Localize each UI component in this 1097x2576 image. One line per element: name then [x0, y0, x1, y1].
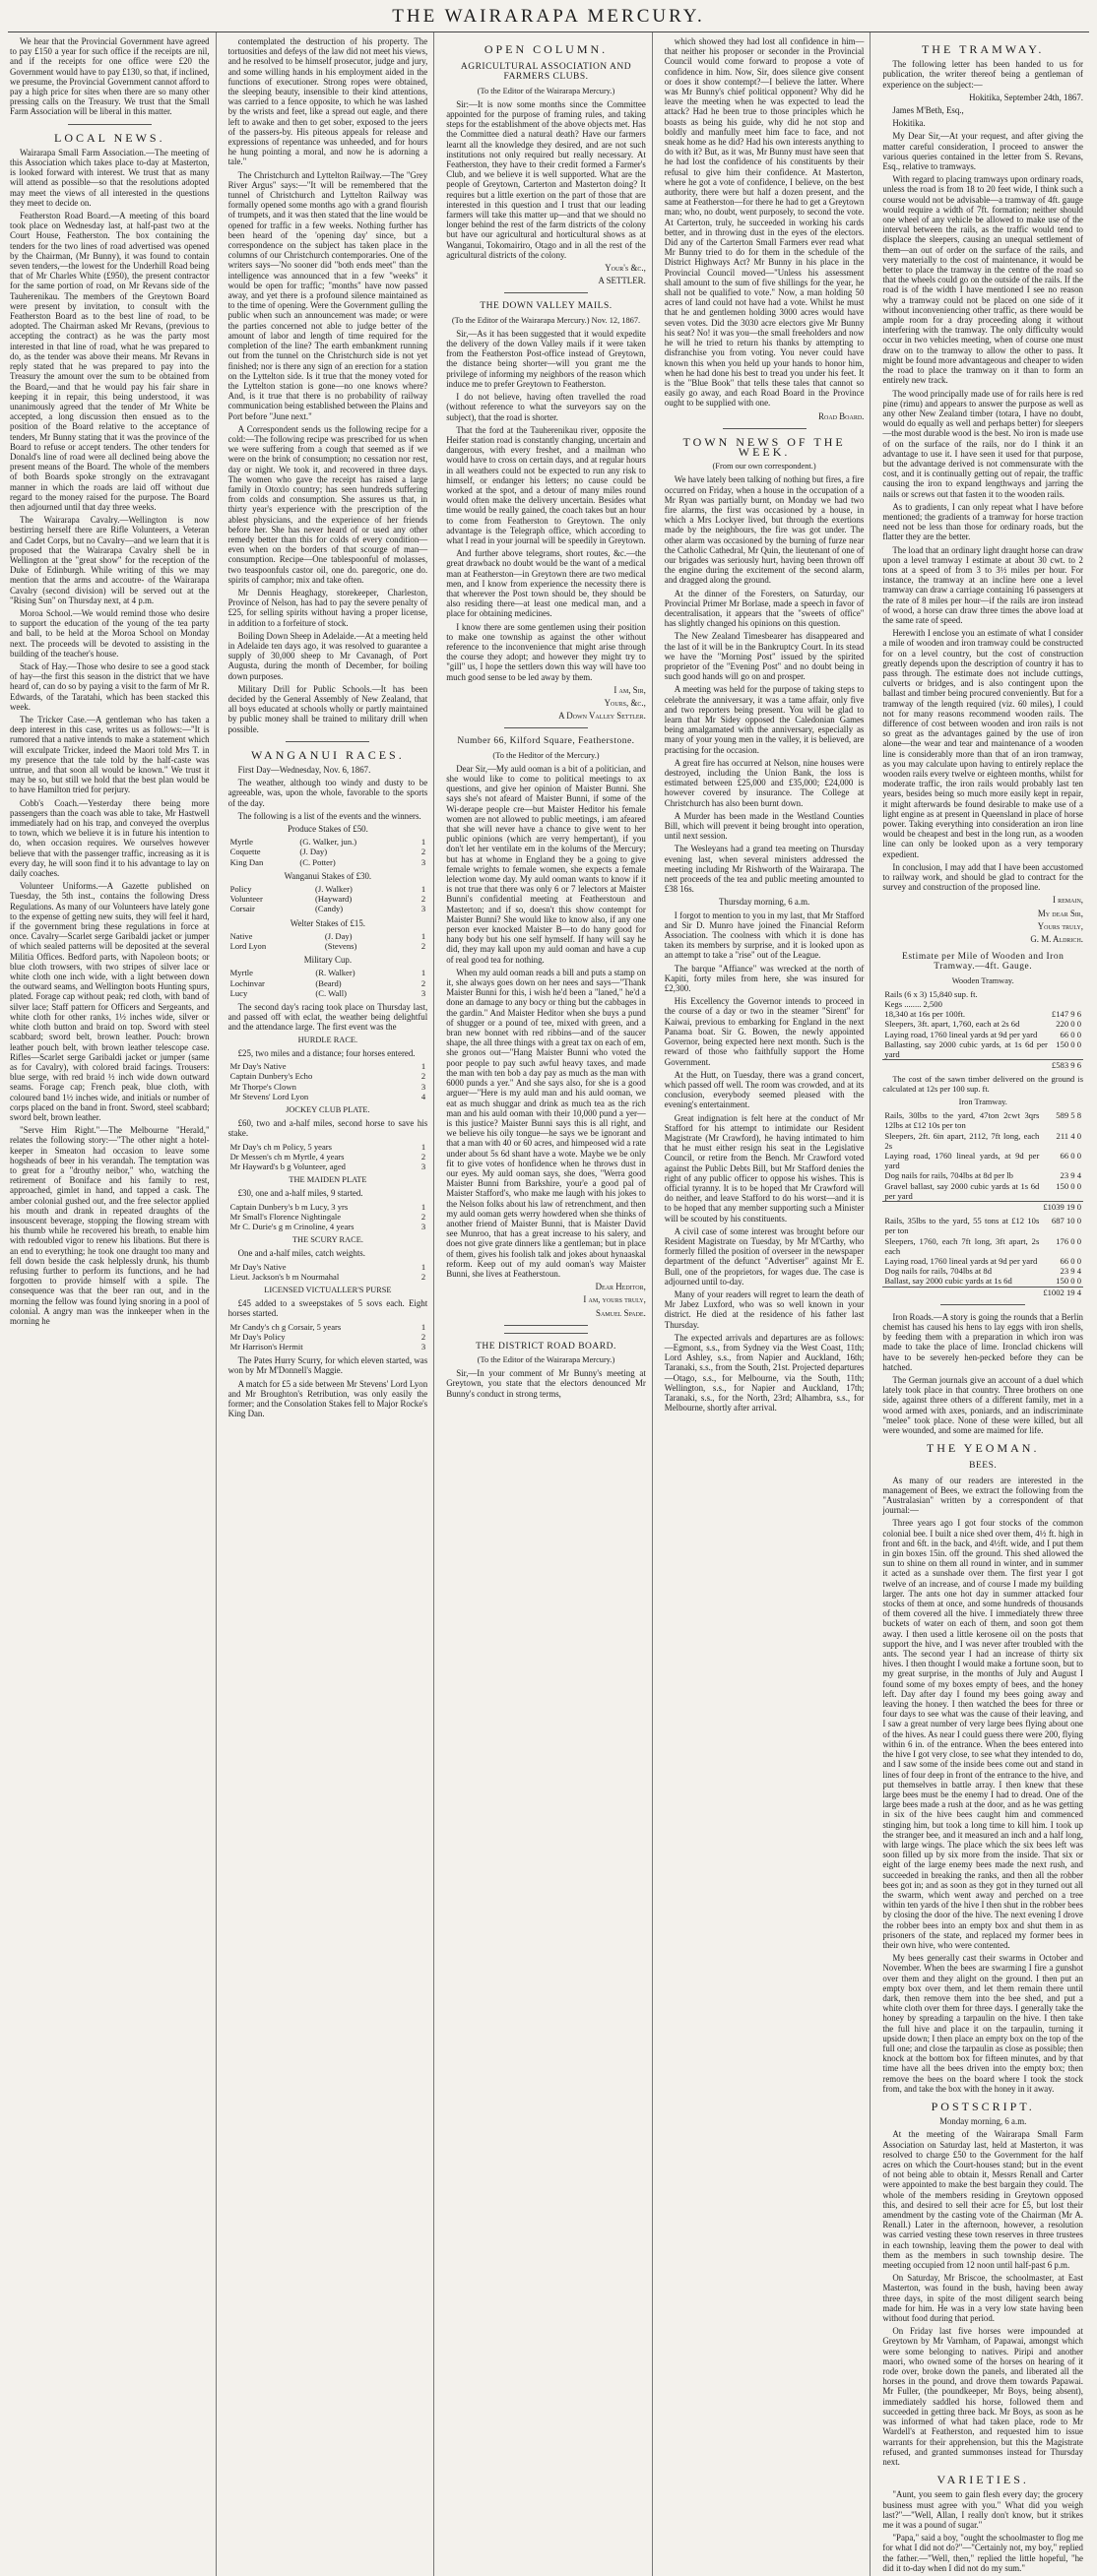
- race-table: [228, 1262, 428, 1282]
- estimate-item: Sleepers, 3ft. apart, 1,760, each at 2s 6d: [884, 1019, 1020, 1030]
- race-cell: 2: [420, 894, 426, 905]
- race-row: [228, 904, 428, 913]
- race-title: THE SCURY RACE.: [291, 1235, 363, 1245]
- tramway-paragraph: In conclusion, I may add that I have been accustomed to railway work, and should be glad to contract for the survey and construction of the proposed line.: [882, 861, 1083, 893]
- wooden-table: [882, 989, 1083, 1071]
- race-row: [228, 988, 428, 998]
- race-row: [228, 1082, 428, 1092]
- tramway-paragraph: The load that an ordinary light draught horse can draw upon a level tramway I estimate at about 30 cwt. to 2 tons at a speed of from 3 to 3½ miles per hour. For instance, the tramway at an incline here one a level tramway can draw a carriage containing 16 passengers at the rate of 8 miles per hour—if the rails are iron instead of wood, a horse can draw three times the above load at the same rate of speed.: [882, 544, 1083, 625]
- race-cell: 1: [420, 1261, 426, 1272]
- article-paragraph: Featherston Road Board.—A meeting of this board took place on Wednesday last, at half-past two at the Court House, Featherston. The box containing the tenders for the two lines of road advertised was opened by the Chairman, (Mr Bunny), it was found to contain seven tenders,—the lowest for the Underhill Road being that of Mr Charles White (£950), the present contractor for the same portion of road, on Mr Revans side of the Tauherenikau. The members of the Greytown Board were present by invitation, to consult with the Featherston Board as to the best line of road, to be adopted. The Chairman asked Mr Revans, (previous to accepting the contract) as he was the party most interested in that line of road, what he was prepared to do, as the tender was above their means. Mr Revans in reply stated that he was prepared to pay into the Treasury the amount over the sum to be obtained from the Board,—and that he would pay his fair share in keeping it in repair, this being understood, it was unanimously agreed that the tender of Mr White be accepted, a long discussion then ensued as to the position of the Board relative to the acceptance of tenders, Mr Bunny stating that it was the province of the Board to refuse or accept tenders. The other tenders for Donald's line of road were all declined being above the present means of the Board. The whole of the members of both Boards spoke strongly on the extravagant manner in which the roads are laid off without due regard to the money raised for the purpose. The Board then adjourned until that day three weeks.: [10, 211, 210, 512]
- race-title: LICENSED VICTUALLER'S PURSE: [264, 1285, 392, 1294]
- race-row: [228, 894, 428, 904]
- estimate-item: Rails (6 x 3) 15,840 sup. ft.: [884, 988, 978, 999]
- race-cell: Mr Day's ch m Policy, 5 years: [229, 1141, 332, 1152]
- race-cell: Myrtle: [229, 837, 253, 848]
- race-cell: Lucy: [229, 987, 248, 998]
- letter-signature: I am, Sir,: [613, 684, 646, 695]
- race-events: [228, 824, 428, 998]
- race-cell: Mr Day's Native: [229, 1061, 287, 1072]
- iron-table: [882, 1110, 1083, 1212]
- race-row: [228, 857, 428, 867]
- race-cell: 3: [420, 856, 426, 867]
- divider: [504, 1333, 588, 1334]
- race-row: [228, 1322, 428, 1332]
- race-cell: 1: [420, 1201, 426, 1212]
- tramway-paragraph: As to gradients, I can only repeat what I have before mentioned; the gradients of a tramway for horse traction need not be less than those for ordinary roads, but the flatter they are the better.: [882, 501, 1083, 542]
- races-closing: A match for £5 a side between Mr Stevens' Lord Lyon and Mr Broughton's Retribution, was only easily the former; and the Consolation Stakes fell to Major Rocke's King Dan.: [227, 1378, 428, 1419]
- letter-note: (To the Editor of the Wairarapa Mercury.) Nov. 12, 1867.: [451, 315, 641, 325]
- races-heading: WANGANUI RACES.: [251, 747, 405, 762]
- thursday-paragraph: Many of your readers will regret to learn the death of Mr Jabez Luxford, who was so well known in your district. He died at the residence of his father last Thursday.: [664, 1288, 865, 1330]
- divider: [68, 124, 152, 125]
- estimate-row: [882, 1170, 1083, 1180]
- tramway-heading: THE TRAMWAY.: [921, 42, 1045, 56]
- race-cell: (G. Walker, jun.): [299, 837, 357, 848]
- divider: [723, 428, 807, 429]
- iron-alt-table: [882, 1216, 1083, 1297]
- race-row: [228, 1142, 428, 1152]
- tramway-sign: My dear Sir,: [1037, 908, 1083, 918]
- yeoman-heading: THE YEOMAN.: [926, 1441, 1040, 1456]
- estimate-total: £1002 19 4: [1043, 1287, 1081, 1297]
- town-news-paragraph: A great fire has occurred at Nelson, nine houses were destroyed, including the Union Bank, the loss is estimated between £25,000 and £35,000; £24,000 is however covered by insurance. The College at Christchurch has also been burnt down.: [664, 757, 865, 808]
- race-cell: 1: [420, 1141, 426, 1152]
- local-news-heading: LOCAL NEWS.: [54, 130, 165, 145]
- race-desc: £25, two miles and a distance; four horses entered.: [237, 1047, 416, 1058]
- article-paragraph: The Tricker Case.—A gentleman who has taken a deep interest in this case, writes us as follows:—"It is rumored that a native intends to make a statement which will exculpate Tricker, indeed the Maori told Mrs T. in my presence that the tale told by the half-caste was untrue, and that soon all would be known." We trust it may be so, but still we hold that the best plan would be to have Hamilton tried for perjury.: [10, 715, 210, 795]
- race-cell: (Stevens): [324, 941, 357, 952]
- tramway-sign: Yours truly,: [1037, 920, 1083, 931]
- race-cell: (C. Potter): [299, 856, 336, 867]
- bees-paragraph: My bees generally cast their swarms in October and November. When the bees are swarming I fire a gunshot over them and they alight on the ground. I then put an empty box over them, and let them remain there until dark, then remove them into the bee shed, and put a white cloth over them for three days. I generally take the honey by spreading a tarpaulin on the hive. I then take the full hive and place it on the tarpaulin, turning it upside down; I then place an empty box on the top of the full one; and close the tarpaulin as close as possible; then knock at the bottom box for fifteen minutes, and by that time have all the bees driven into the empty box; then remove the bees on the board where I took the stock from, and take the box with the honey in it away.: [882, 1953, 1083, 2094]
- article-paragraph: Volunteer Uniforms.—A Gazette published on Tuesday, the 5th inst., contains the following Dress Regulations. As many of our Volunteers have lately gone to the expense of getting new suits, they will feel it hard, if the government bring these regulations in force at once. Cavalry—Scarlet serge Garibaldi jacket or jumper of which sealed patterns will be deposited at the several Militia Offices. Bedford parts, with Napoleon boots; or blue cloth trowsers, with two stripes of silver lace or white cloth one inch wide, with a light between down the outward seams, and Wellington boots Hunting spurs, plated. Forage cap without peak; red cloth, with band of silver lace; Staff pattern for Officers and Sergeants, and white cloth for other ranks, 1½ inches wide, silver or white cloth button and braid on top. Sword with steel scabbard; sword belt, brown leather. Pouch: brown leather pouch belt, with brown leather telescope case. Rifles—Scarlet serge Garibaldi jacket or jumper (same as for Cavalry), with colored braid facings. Trousers: blue serge, with red braid ½ inch wide down outward seams. Forage cap; French peak, blue cloth, with coloured band 1½ inches wide, and initials or number of corps placed on the band in front. Sword, steel scabbard; sword belt, brown leather.: [10, 881, 210, 1122]
- town-news-note: (From our own correspondent.): [712, 462, 816, 471]
- article-paragraph: Cobb's Coach.—Yesterday there being more passengers than the coach was able to take, Mr Hastwell immediately had on his trap, and conveyed the overplus to town, which we believe it is in future his intention to do, when occasion requires. We ourselves however believe that with the passenger traffic, increasing as it is every day, he will soon find it to his advantage to lay on daily coaches.: [10, 797, 210, 879]
- race-cell: 1: [420, 1321, 426, 1332]
- race-cell: Mr Candy's ch g Corsair, 5 years: [229, 1321, 342, 1332]
- race-cell: 3: [420, 1341, 426, 1351]
- estimate-item: Kegs ........ 2,500: [884, 999, 942, 1010]
- letter-signature: Samuel Spade.: [596, 1307, 646, 1318]
- town-news-paragraph: The New Zealand Timesbearer has disappeared and the last of it will be in the Bankruptcy Court. In its stead we have the "Morning Post" issued by the spirited proprietor of the "Evening Post" and no doubt being in such good hands will go on and prosper.: [664, 631, 865, 682]
- thursday-paragraph: Great indignation is felt here at the conduct of Mr Stafford for his attempt to intimidate our Resident Magistrate (Mr Crawford), he having intimated to him that he must either resign his seat in the Legislative Council, or retire from the Bench. Mr Crawford voted against the Public Debts Bill, but Mr Stafford denies the right of any public officer to oppose his wishes. This is official tyranny. It is to be hoped that Mr Crawford will do neither, and leave Stafford to do his worst—and it is to be hoped that any member supporting such a Minister will be scouted by his constituents.: [664, 1112, 865, 1224]
- estimate-row: [882, 1236, 1083, 1256]
- race-cell: 1: [420, 884, 426, 895]
- race-table: [228, 1061, 428, 1101]
- letters: [446, 62, 646, 1326]
- town-news-paragraph: We have lately been talking of nothing but fires, a fire occurred on Friday, when a house in the occupation of a Mr Ryan was partially burnt, on Monday we had two fire alarms, the first was occasioned by a house, in which a Mrs Lockyer lived, but through the exertions made by the neighbours, the fire was got under. The other alarm was occasioned by the burning of furze near the Catholic Cathedral, Mr Quin, the lieutenant of one of our brigades was seriously hurt, having been thrown off the engine during the excitement of the second alarm, and dragged along the ground.: [664, 474, 865, 586]
- thursday-heading: Thursday morning, 6 a.m.: [719, 897, 810, 908]
- estimate-amount: [1050, 989, 1083, 999]
- letter-signature: A SETTLER.: [598, 276, 646, 286]
- thursday-paragraph: A civil case of some interest was brought before our Resident Magistrate on Tuesday, by Mr M'Carthy, who formerly filled the position of overseer in the newspaper department of the defunct "Advertiser" against Mr E. Bull, one of the proprietors, for wages due. The case is adjourned until to-day.: [664, 1225, 865, 1287]
- race-row: [228, 1202, 428, 1212]
- tramway-paragraphs: [882, 131, 1083, 892]
- estimate-amount: 150 0 0: [1056, 1038, 1081, 1049]
- estimate-item: Ballasting, say 2000 cubic yards, at 1s 6d per yard: [884, 1038, 1048, 1060]
- column-3: [444, 32, 653, 2576]
- race-cell: Dr Messen's ch m Myrtle, 4 years: [229, 1151, 345, 1162]
- letter-paragraph: I know there are some gentlemen using their position to make one township as against the other without reference to the inconvenience that might arise through the course they adopt; and however they might try to "gill" us, I hope the settlers down this way will have too much good sense to be led away by them.: [446, 621, 646, 682]
- estimate-row: [882, 1276, 1083, 1287]
- race-row: [228, 1212, 428, 1222]
- second-day-text: The second day's racing took place on Thursday last, and passed off with eclat, the weather being delightful and the attendance large. The first event was the: [227, 1002, 428, 1033]
- letter-title: THE DOWN VALLEY MAILS.: [480, 301, 613, 312]
- article-paragraph: "Serve Him Right."—The Melbourne "Herald," relates the following story:—"The other night a hotel-keeper in Smeaton had occasion to leave some hogsheads of beer in his verandah. The temptation was to great for a "drouthy neibor," who, watching the retirement of Boniface and his family to rest, approached, gimlet in hand, and tapped a cask. The amber colonial gushed out, and the free selector applied his mouth and drank in repeated draughts of the insouscent beverage, stopping the flowing stream with his thumb while he recovered his breath, to enable him with redoubled vigor to renew his libations. But there is an end to everything; he took one draught too many and fell down beside the cask helplessly drunk, his thumb refusing further to perform its functions, and he had forgotten to provide himself with a spile. The consequence was that the beer ran out, and in the morning the fellow was found lying snoring in a pool of colonial. A angry man was the innkeeper when in the morning he: [10, 1125, 210, 1326]
- estimate-total-label: [882, 1060, 1050, 1071]
- estimate-amount: 687 10 0: [1051, 1216, 1081, 1226]
- tramway-sign: G. M. Aldrich.: [1030, 934, 1083, 945]
- postscript-heading: POSTSCRIPT.: [931, 2100, 1035, 2113]
- open-column-heading: OPEN COLUMN.: [484, 42, 609, 56]
- bees-paragraph: As many of our readers are interested in the management of Bees, we extract the following from the "Australasian" written by a correspondent of that journal:—: [882, 1475, 1083, 1516]
- column-4: [663, 32, 871, 2576]
- race-desc: £60, two and a-half miles, second horse to save his stake.: [227, 1118, 428, 1139]
- article-paragraph: Moroa School.—We would remind those who desire to support the education of the young of the tea party and ball, to be held at the Moroa School on Monday next. The proceeds will be devoted to assisting in the building of the teacher's house.: [10, 607, 210, 659]
- races-closing: The Pates Hurry Scurry, for which eleven started, was won by Mr M'Donnell's Maggie.: [227, 1355, 428, 1376]
- race-cell: 1: [420, 837, 426, 848]
- varieties-heading: VARIETIES.: [936, 2473, 1029, 2487]
- estimate-item: Laying road, 1760 lineal yards, at 9d per yard: [884, 1150, 1040, 1171]
- race-event-title: Wanganui Stakes of £30.: [284, 870, 372, 881]
- race-cell: (J. Day): [324, 930, 353, 941]
- race-row: [228, 1332, 428, 1342]
- race-cell: Lieut. Jackson's b m Nourmahal: [229, 1271, 340, 1282]
- race-cell: 3: [420, 1081, 426, 1092]
- town-news-paragraph: The Wesleyans had a grand tea meeting on Thursday evening last, when several ministers addressed the meeting including Mr Rishworth of the Wairarapa. The nett proceeds of the tea and public meeting amounted to £38 16s.: [664, 844, 865, 895]
- estimate-title: Estimate per Mile of Wooden and Iron Tramway.—4ft. Gauge.: [902, 952, 1065, 973]
- race-title: JOCKEY CLUB PLATE.: [286, 1104, 370, 1114]
- article-paragraph: Military Drill for Public Schools.—It has been decided by the General Assembly of New Zealand, that all boys educated at schools wholly or partly maintained by public money shall be trained to military drill when possible.: [227, 683, 428, 734]
- thursday-paragraph: The expected arrivals and departures are as follows:—Egmont, s.s., from Sydney via the West Coast, 11th; Lord Ashley, s.s., from Napier and Auckland, 16th; Taranaki, s.s., from the South, 21st. Projected departures—Otago, s.s., for Melbourne, via the South, 11th; Wellington, s.s., for Napier and Auckland, 17th; Taranaki, s.s., for the North, 23rd; Alhambra, s.s., for Melbourne, shortly after arrival.: [664, 1332, 865, 1414]
- letter-signature: I am, yours truly,: [583, 1294, 646, 1305]
- estimate-amount: 23 9 4: [1060, 1266, 1081, 1277]
- estimate-amount: 589 5 8: [1056, 1110, 1081, 1121]
- estimate-row: [882, 1181, 1083, 1202]
- letter-paragraph: Sir,—As it has been suggested that it would expedite the delivery of the down Valley mails if it were taken from the Featherston Post-office instead of Greytown, the distance being shorter—will you grant me the privilege of informing my neighbors of the reason which induce me to prefer Greytown to Featherston.: [446, 328, 646, 389]
- race-cell: (R. Walker): [315, 968, 355, 978]
- estimate-row: [882, 1216, 1083, 1235]
- race-cell: Myrtle: [229, 968, 253, 978]
- race-cell: Mr Stevens' Lord Lyon: [229, 1091, 309, 1101]
- road-board-paragraph: Sir,—In your comment of Mr Bunny's meeting at Greytown, you state that the electors denounced Mr Bunny's conduct in strong terms,: [446, 1368, 646, 1399]
- estimate-row: [882, 989, 1083, 999]
- article-paragraph: Boiling Down Sheep in Adelaide.—At a meeting held in Adelaide ten days ago, it was resolved to guarantee a supply of 30,000 sheep to Mr Cavanagh, of Port Augusta, during the month of December, for boiling down purposes.: [227, 630, 428, 681]
- postscript-time: Monday morning, 6 a.m.: [939, 2116, 1027, 2127]
- divider: [504, 727, 588, 728]
- race-results: [228, 1036, 428, 1351]
- columns: [8, 32, 1089, 2573]
- estimate-tables: [882, 976, 1083, 1297]
- estimate-row: [882, 1256, 1083, 1266]
- estimate-total-row: [882, 1201, 1083, 1212]
- estimate-amount: 66 0 0: [1060, 1255, 1081, 1266]
- race-cell: 4: [420, 1091, 426, 1101]
- letter-paragraph: I do not believe, having often travelled the road (without reference to what the surveyors say on the subject), that the road is shorter.: [446, 392, 646, 422]
- race-cell: King Dan: [229, 856, 264, 867]
- race-cell: Mr Day's Native: [229, 1261, 287, 1272]
- tramway-addressee: James M'Beth, Esq.,: [892, 105, 964, 116]
- estimate-amount: 66 0 0: [1060, 1150, 1081, 1161]
- race-row: [228, 1342, 428, 1351]
- race-title: THE MAIDEN PLATE: [289, 1175, 367, 1185]
- estimate-row: [882, 999, 1083, 1009]
- race-desc: £30, one and a-half miles, 9 started.: [237, 1188, 363, 1199]
- race-row: [228, 884, 428, 894]
- race-cell: Mr C. Durie's g m Crinoline, 4 years: [229, 1221, 355, 1231]
- duel-paragraph: The German journals give an account of a duel which lately took place in that country. Three brothers on one side, against three others of a different family, met in a wood armed with axes, poniards, and an indiscriminate "melee" took place. None of these were killed, but all were wounded, and some are maimed for life.: [882, 1374, 1083, 1435]
- estimate-item: Laying road, 1760 lineal yards at 9d per yard: [884, 1029, 1038, 1039]
- tramway-town: Hokitika.: [892, 118, 926, 129]
- estimate-item: Ballast, say 2000 cubic yards at 1s 6d: [884, 1276, 1012, 1287]
- race-cell: Mr Thorpe's Clown: [229, 1081, 296, 1092]
- race-desc: One and a-half miles, catch weights.: [237, 1248, 365, 1259]
- article-paragraph: The Wairarapa Cavalry.—Wellington is now bestirring herself there are Rifle Volunteers, a Veteran and Cadet Corps, but no Cavalry—and we learn that it is proposed that the Wairarapa Cavalry shell be in Wellington at the "great show" for the reception of the Duke of Edinburgh. While writing of this we may mention that the arms and accoutre- of the Wairarapa Cavalry (second division) will be served out at the "Rising Sun" on Thursday next, at 4 p.m.: [10, 515, 210, 605]
- race-cell: Native: [229, 930, 253, 941]
- races-intro: The weather, although too windy and dusty to be agreeable, was, upon the whole, favorable to the sports of the day.: [227, 778, 428, 808]
- race-cell: 1: [420, 968, 426, 978]
- race-cell: Mr Small's Florence Nightingale: [229, 1211, 342, 1222]
- race-event-table: [228, 968, 428, 998]
- race-cell: Captain Dunbery's Echo: [229, 1071, 313, 1082]
- estimate-row: [882, 1030, 1083, 1039]
- article-paragraph: Mr Dennis Heaghagy, storekeeper, Charleston, Province of Nelson, has had to pay the severe penalty of £25, for selling spirits without having a proper license, in addition to a forfeiture of stock.: [227, 587, 428, 628]
- estimate-item: Dog nails for rails, 704lbs at 8d per lb: [884, 1170, 1013, 1181]
- race-row: [228, 968, 428, 977]
- race-cell: 1: [420, 1061, 426, 1072]
- estimate-row: [882, 1151, 1083, 1170]
- race-cell: (Beard): [315, 977, 342, 988]
- estimate-amount: 23 9 4: [1060, 1170, 1081, 1181]
- estimate-amount: 66 0 0: [1060, 1029, 1081, 1039]
- varieties-paragraph: "Aunt, you seem to gain flesh every day; the grocery business must agree with you." What did you weigh last?"—"Well, Allan, I really don't know, but it strikes me it was a pound of sugar.": [882, 2489, 1083, 2530]
- postscript-paragraph: On Saturday, Mr Briscoe, the schoolmaster, at East Masterton, was found in the bush, having been away three days, in spite of the most diligent search being made for him. He was in a very low state having been without food during that period.: [882, 2273, 1083, 2324]
- race-table: [228, 1322, 428, 1352]
- article-paragraph: A Correspondent sends us the following recipe for a cold:—The following recipe was prescribed for us when we were suffering from a cough that seemed as if we were on the brink of consumption; no cessation nor rest, day or night. We took it, and recovered in three days. The women who gave the receipt has raised a large family in Otoxlo country; has seen hundreds suffering from colds and consumption. She assures us that, in thirty year's experience with the prescription of the ablest physicians, and the experience of her friends before her. She has never heard of or used any other remedy better than this for colds of every condition—even when on the borders of that scourge of man—consumption. Recipe—One tablespoonful of molasses, two teaspoonfuls castor oil, one do. paregoric, one do. spirits of camphor; mix and take often.: [227, 423, 428, 585]
- article-paragraph: The Christchurch and Lyttelton Railway.—The "Grey River Argus" says:—"It will be remembered that the tunnel of Christchurch and Lyttelton Railway was formally opened some months ago with a grand flourish of trumpets, and it was then stated that the line would be opened for traffic in a few weeks. Nothing further has been heard of the 'opening day' since, but a correspondence on the subject has taken place in the columns of our Christchurch contemporaries. One of the writers says—'No sooner did "both ends meet" than the intelligence was announced that in a few "weeks" it would be open for traffic; "months" have now passed away, and yet there is a profound silence maintained as to the time of opening. Were the Government gulling the public when such an announcement was made; or were the parties concerned not able to judge better of the amount of labor and length of time required for the completion of the line? The earth embankment running out from the tunnel on the Christchurch side is not yet finished; nor is there any sign of an erection for a station on the Lyttelton side. Is it true that the money voted for the Lyttelton station is gone—no one knows where? And, is it true that there is no probability of railway communication being established between the Plains and Port before "June next.": [227, 169, 428, 421]
- race-cell: Lord Lyon: [229, 941, 267, 952]
- divider: [940, 1304, 1025, 1305]
- divider: [504, 1325, 588, 1326]
- race-cell: (C. Wall): [315, 987, 347, 998]
- thursday-paragraph: At the Hutt, on Tuesday, there was a grand concert, which passed off well. The room was crowded, and at its conclusion, everybody seemed pleased with the evening's entertainment.: [664, 1069, 865, 1110]
- town-news-paragraph: At the dinner of the Foresters, on Saturday, our Provincial Primer Mr Borlase, made a speech in favor of decentralisation, it appears that the "sweets of office" has slightly changed his opinions on this question.: [664, 588, 865, 629]
- estimate-item: 18,340 at 16s per 100ft.: [884, 1009, 966, 1020]
- race-cell: 2: [420, 847, 426, 857]
- estimate-row: [882, 1110, 1083, 1130]
- race-row: [228, 1222, 428, 1231]
- letter-paragraph: And further above telegrams, short routes, &c.—the great drawback no doubt would be the want of a medical man at Featherston—in Greytown there are two medical men, and I know from experience the necessity there is that wherever the Post town should be, they should be also residing there—at least one medical man, and a place for obtaining medicines.: [446, 548, 646, 619]
- estimate-amount: 176 0 0: [1056, 1235, 1081, 1246]
- estimate-total: £1039 19 0: [1043, 1201, 1081, 1212]
- estimate-amount: [1050, 999, 1083, 1009]
- race-cell: 2: [420, 1151, 426, 1162]
- letter-title: AGRICULTURAL ASSOCIATION AND FARMERS CLUBS.: [460, 62, 632, 83]
- race-cell: (J. Day): [299, 847, 328, 857]
- bees-paragraph: Three years ago I got four stocks of the common colonial bee. I built a nice shed over them, 4½ ft. high in front and 6ft. in the back, and 4½ft. wide, and I put them in gin boxes 15in. off the ground. This shed allowed the sun to shine on them all round in winter, and in summer it acted as a sunshade over them. The first year I got twelve of an increase, and of course I made my building larger. The ants one hot day in summer attacked four stocks of them at once, and some hundreds of thousands of them covered all the hive. I immediately threw three buckets of water on each of them, and soon got them away. I then used a little kerosene oil on the posts that support the hive, and I was never after troubled with the ants. The second year I had an increase of thirty six hives. I then thought I would make a fortune soon, but to my great surprise, in the months of July and August I found some of my boxes empty of bees, and the honey left. Day after day I found my bees going away and leaving the honey. I then watched the bees for three or four days to see what was the cause of their leaving, and I saw a great number of very large bees flying about one of the hives. As near I could guess there were 200, flying within 6 in. of the entrance. When the bees entered into the hive I got very close, to see what they intended to do, and I saw some of the inside bees come out and stand in lines of four deep in front of the entrance to the hive, and put themselves in battle array. I then knew that these large bees must be the enemy I had to dread. One of the large bees made a rush at the door, and as he was getting in six of the hive bees caught him and commenced stinging him, but took a long time to kill him. I took up the stranger bee, and it measured an inch and a half long, with large wings. The place which the six bees left was soon filled up by six more from the inside. That six or eight of the large enemy bees made the next rush, and succeeded in breaking the ranks, and then all the robber bees got in; and as soon as they got in they turned out all the swarm, which went away and perched on a tree within ten yards of the hive I then shut in the robber bees by closing the door of the hive. The next evening I drove the robber bees into an empty box and shut them in as prisoners of the state, and replaced my former bees in their own hive, who were contented.: [882, 1518, 1083, 1950]
- estimate-total: £583 9 6: [1051, 1060, 1081, 1071]
- town-news-heading: TOWN NEWS OF THE WEEK.: [682, 434, 846, 459]
- estimate-item: Gravel ballast, say 2000 cubic yards at 1s 6d per yard: [884, 1180, 1040, 1201]
- tramway-paragraph: The wood principally made use of for rails here is red pine (rimu) and appears to answer the purpose as well as any other New Zealand timber (totara, I have no doubt, would do equally as well and perhaps better) for sleepers—the most durable wood is the best. No iron is made use of on the surface of the rails, nor do I think it an advantage to use it. I have seen it used for that purpose, but the advantage derived is not commensurate with the cost, and it is continually getting out of repair, the traffic causing the iron to expand lengthways and jarring the nails or screws out that fasten it to the wooden rails.: [882, 388, 1083, 499]
- tramway-intro: The following letter has been handed to us for publication, the writer thereof being a gentleman of experience on the subject:—: [882, 59, 1083, 90]
- race-cell: Coquette: [229, 847, 261, 857]
- thursday-paragraph: The barque "Affiance" was wrecked at the north of Kapiti, forty miles from here, she was insured for £2,300.: [664, 963, 865, 994]
- postscript-paragraph: At the meeting of the Wairarapa Small Farm Association on Saturday last, held at Masterton, it was resolved to charge £50 to the Government for the half acres on which the Court-houses stand; but in the event of not being able to obtain it, Messrs Renall and Carter were appointed to make the best bargain they could. The whole of the members residing in Greytown opposed this, and desired to sell their acre for £5, but lost their amendment by the casting vote of the Chairman (Mr A. Renall.) Later in the afternoon, however, a resolution was carried vesting these town reserves in three trustees in each township, leaving them the power to deal with them as the members in such township desire. The meeting occupied from 12 noon until half-past 6 p.m.: [882, 2129, 1083, 2271]
- race-row: [228, 837, 428, 847]
- race-cell: Policy: [229, 884, 252, 895]
- race-title: HURDLE RACE.: [297, 1035, 358, 1044]
- estimate-row: [882, 1131, 1083, 1151]
- races-intro: The following is a list of the events and the winners.: [237, 810, 421, 821]
- race-cell: Captain Dunbery's b m Lucy, 3 yrs: [229, 1201, 349, 1212]
- race-row: [228, 847, 428, 856]
- race-table: [228, 1142, 428, 1172]
- town-news-paragraph: A Murder has been made in the Westland Counties Bill, which will prevent it being brought into operation, until next session.: [664, 810, 865, 842]
- thursday-paragraph: His Excellency the Governor intends to proceed in the course of a day or two in the steamer "Sirent" for Kaiwai, previous to embarking for England in the next Panama boat. Sir G. Bowen, the newly appointed Governor, being expected here next month. Such is the reward of those who faithfully support the Home Government.: [664, 996, 865, 1067]
- race-cell: 2: [420, 1271, 426, 1282]
- article-paragraph: Wairarapa Small Farm Association.—The meeting of this Association which takes place to-day at Masterton, is looked forward with interest. We trust that as many will attend as possible—so that the resolutions adopted may meet the views of all interested in the questions they meet to decide on.: [10, 147, 210, 208]
- estimate-total-row: [882, 1060, 1083, 1071]
- estimate-item: Dog nails for rails, 704lbs at 8d: [884, 1266, 992, 1277]
- race-cell: 1: [420, 930, 426, 941]
- race-cell: Lochinvar: [229, 977, 265, 988]
- divider: [286, 741, 369, 742]
- tramway-paragraph: Herewith I enclose you an estimate of what I consider a mile of wooden and iron tramway could be constructed for on a level country, but the cost of construction greatly depends upon the description of country it has to pass through. The estimate does not include cuttings, culverts or bridges, and is also contingent upon the ballast and timber being procured conveniently. But for a tramway of the length required (viz. 60 miles), I could not for many reasons recommend wooden rails. The difference of cost between wooden and iron rails is not so great as the advantages gained by the use of iron alone—the wear and tear and maintenance of a wooden line is considerably more than that of an iron tramway, as you may calculate upon having to entirely replace the wooden rails every twelve or eighteen months, whilst for moderate traffic, the iron rails would probably last ten years, besides being so much more easily kept in repair, it might afterwards be found desirable to make use of a light engine as at present in Queensland in place of horse power. Taking everything into consideration an iron line would be cheapest and best in the long run, as a wooden line can only be looked upon as a very temporary expedient.: [882, 628, 1083, 859]
- letter-signature: Your's &c.,: [605, 263, 646, 274]
- iron-roads-paragraph: Iron Roads.—A story is going the rounds that a Berlin chemist has caused his hens to lay eggs with iron shells, by feeding them with a preparation in which iron was made to take the place of lime. Ironclad chickens will have to be severely hen-pecked before they can be hatched.: [882, 1311, 1083, 1372]
- tramway-paragraph: With regard to placing tramways upon ordinary roads, unless the road is from 18 to 20 feet wide, I think such a course would not be advisable—a tramway of 4ft. gauge would require a width of 7ft. formation; neither should one wheel of any vehicle be allowed to make use of the interval between the rails, as the traffic would tend to displace the sleepers, causing an unequal settlement of them—an out of order on the surface of the rails, and very materially to the cost of maintenance, it would be better to place the tramway in the centre of the road so that the wheels could go on the outside of the rails. If the road is of the width I have mentioned I see no reason why a tramway could not be placed on one side of it without inconveniencing other traffic, as there would be ample room for a dray proceeding along it without interfering with the tramway. The only difficulty would occur in two vehicles meeting, when of course one must draw on to the tramway to allow the other to pass. It might be found more advantageous and cheaper to widen the road to place the tramway on it than to form an entirely new track.: [882, 174, 1083, 386]
- intro-paragraph: We hear that the Provincial Government have agreed to pay £150 a year for such office if the receipts are nil, and if the receipts for one office were £20 the Government would have to pay £130, so that, if inclined, we presume, the Provincial Government cannot afford to pay a high price for sites when there are so many other pressing calls on the Treasury. We trust that the Small Farm Association will be liberal in this matter.: [10, 36, 210, 117]
- race-cell: (Hayward): [315, 894, 353, 905]
- letter-signature: Dear Heditor,: [595, 1282, 646, 1292]
- race-event-title: Produce Stakes of £50.: [287, 824, 368, 835]
- race-row: [228, 1272, 428, 1282]
- estimate-row: [882, 1266, 1083, 1276]
- race-row: [228, 1061, 428, 1071]
- letter-paragraph: Dear Sir,—My auld ooman is a bit of a politician, and she would like to come to political meetings to ax questions, and give her opinion of Maister Bunni. She says she's not afeard of Maister Bunni, if some of the Wi-derape people cre—but Maister Heditor his female women are not allowed to public meetings, i am afeared that she will never have a chance to give went to her public opinions (which are verry hempertant), if you don't let her ventilate em in the kolums of the Mercury; but has at whome in England they be a going to give female wrights to female women, she expects a female lelection wome day. My auld ooman wants to know if it is not true that there was only 6 or 7 lelectors at Maister Bunni's confidential meeting at Featherstoun and Masterton; and if so, doesn't this show contempt for Maister Bunni? She would like to know also, if any one person ever knocked Maister B—to do hany good for hany body but his one self hymself. If hany will say he did, they may kall upon my auld ooman and have a cup of real good tea for nothing.: [446, 763, 646, 965]
- column-2: [226, 32, 435, 2576]
- postscript-paragraph: On Friday last five horses were impounded at Greytown by Mr Varnham, of Papawai, amongst which were some belonging to natives. Piripi and another maori, who owned some of the horses on hearing of it rode over, broke down the panels, and liberated all the horses in the pound, and drove them towards Papawai. Mr Fuller, (the poundkeeper, Mr Boys, being absent), immediately saddled his horse, followed them and succeeded in getting three back. Mr Boys, as soon as he was informed of what had taken place, rode to Mr Wardell's at Featherston, and requested him to issue warrants for their apprehension, but this the Magistrate refused, and granted summonses instead for Thursday next.: [882, 2326, 1083, 2467]
- tramway-place: Hokitika, September 24th, 1867.: [969, 92, 1083, 102]
- estimate-item: Laying road, 1760 lineal yards at 9d per yard: [884, 1255, 1038, 1266]
- race-cell: Mr Harrison's Hermit: [229, 1341, 303, 1351]
- letter-note: (To the Editor of the Wairarapa Mercury.): [477, 86, 615, 95]
- estimate-total-row: [882, 1287, 1083, 1297]
- race-cell: 3: [420, 904, 426, 914]
- article-paragraph: which showed they had lost all confidence in him—that neither his proposer or seconder in the Provincial Council would come forward to propose a vote of confidence in him. Now, Sir, does silence give consent or does it show contempt?—I believe the latter. Where was Mr Bunny's chief political opponent? Why did he leave the meeting when he was expected to lead the attack? Had he been true to those principles which he boasts as being his guide, why did he not stop and boldly and manfully meet him face to face, and not sneak home as he did? Had his own interests anything to do with it? But, as it was, Mr Bunny must have seen that he had lost the confidence of his constituents by their refusal to give him their confidence. At Masterton, where he got a vote of confidence, I believe, on the best authority, there were but half a dozen present, and the same at Featherston—for there he had to get a Greytown man; who, no doubt, went purposely, to second the vote. At Carterton, truly, he succeeded in working his cards better, and in throwing dust in the eyes of the electors. Did any of the Carterton Small Farmers ever read what Mr Bunny tried to do for them in the schedule of the District Highways Act? Mr Bunny in his place in the Provincial Council moved—"Unless his assessment shall amount to the sum of five shillings for the year, he shall not be qualified to vote." Now, a man holding 50 acres of land could not have had a vote. Whilst he must that he and gentlemen holding 3000 acres would have seven votes. Did the 3030 acre electors give Mr Bunny his seat? No! it was you—the small freeholders and now he will he tried to return his thanks by attempting to disfranchise you from voting. You never could have known this when you held up your hands to honor him, when he had done his best to tread you under his feet. It is the "Blue Book" that tells these tales that cannot so easily go away, and each Road Board in the Province ought to be supplied with one.: [664, 36, 865, 408]
- iron-head: Iron Tramway.: [958, 1097, 1007, 1106]
- race-table: [228, 1202, 428, 1232]
- race-row: [228, 978, 428, 988]
- race-row: [228, 1071, 428, 1081]
- race-event-table: [228, 837, 428, 867]
- race-row: [228, 931, 428, 941]
- town-news-paragraphs: [665, 474, 865, 894]
- race-cell: 2: [420, 1331, 426, 1342]
- masthead-title: THE WAIRARAPA MERCURY.: [8, 4, 1089, 32]
- race-cell: 3: [420, 1161, 426, 1171]
- letter-paragraph: That the ford at the Tauherenikau river, opposite the Heifer station road is constantly changing, uncertain and dangerous, with every freshet, and a mailman who would have to cross on certain days, and at regular hours in all weathers could not be expected to run any risk to himself, or endanger his letters; no cause could be worked at the spot, and a detour of many miles round would often make the delivery uncertain. Besides what time would be really gained, the coach takes but an hour to come from Featherston to Greytown. The only advantage is the Telegraph office, which according to what I read in your journal will be speedily in Greytown.: [446, 424, 646, 545]
- road-board-signature: Road Board.: [818, 410, 865, 421]
- estimate-row: [882, 1039, 1083, 1060]
- race-row: [228, 1092, 428, 1101]
- letter-paragraph: Sir:—It is now some months since the Committee appointed for the purpose of framing rules, and taking steps for the establishment of the above objects met. Has the Committee died a natural death? Have our farmers learnt all the knowledge they desired, and are not such institutions not only required but really necessary. At Featherston, they have to their credit formed a Farmer's Club, and we believe it is well supported. What are the people of Greytown, Carterton and Masterton doing? It requires but a little exertion on the part of those that are interested in this question and I trust that our leading farmers will take this matter up—and that we should no longer behind the rest of the farm districts of the colony but have our agricultural and horticultural shows as at Wanganui, Tokomairiro, Otago and in all the rest of the agricultural districts of the colony.: [446, 98, 646, 260]
- race-cell: Corsair: [229, 904, 255, 914]
- estimate-amount: £147 9 6: [1051, 1009, 1081, 1020]
- bees-heading: BEES.: [969, 1461, 998, 1472]
- letter-signature: A Down Valley Settler.: [558, 711, 646, 722]
- estimate-item: Sleepers, 1760, each 7ft long, 3ft apart, 2s each: [884, 1235, 1040, 1256]
- tramway-sign: I remain,: [1052, 895, 1083, 906]
- varieties-paragraph: "Papa," said a boy, "ought the schoolmaster to flog me for what I did not do?"—"Certainly not, my boy," replied the father.—"Well, then," replied the little hopeful, "he did it to-day when I did not do my sum.": [882, 2533, 1083, 2573]
- race-cell: 2: [420, 941, 426, 952]
- estimate-amount: 211 4 0: [1056, 1130, 1081, 1141]
- thursday-paragraph: I forgot to mention to you in my last, that Mr Stafford and Sir D. Munro have joined the Financial Reform Association. The coolness with which it is done has taken its members by surprise, and it is looked upon as an attempt to take a "rise" out of the League.: [664, 910, 865, 961]
- letter-signature: Yours, &c.,: [604, 697, 646, 708]
- letter-note: (To the Heditor of the Mercury.): [492, 750, 600, 760]
- race-cell: Volunteer: [229, 894, 263, 905]
- estimate-total-label: [882, 1287, 1041, 1297]
- estimate-amount: 150 0 0: [1056, 1180, 1081, 1191]
- race-row: [228, 1262, 428, 1272]
- estimate-row: [882, 1009, 1083, 1019]
- race-cell: 3: [420, 1221, 426, 1231]
- race-cell: Mr Day's Policy: [229, 1331, 286, 1342]
- estimate-amount: 150 0 0: [1056, 1276, 1081, 1287]
- town-news-paragraph: A meeting was held for the purpose of taking steps to celebrate the anniversary, it was a tame affair, only five and two reporters being present. You will be glad to learn that Mr Sidey opposed the Caledonian Games being amalgamated with the anniversary, especially as many of your young men in the valley, it is believed, are practising for the occasion.: [664, 684, 865, 755]
- article-paragraph: contemplated the destruction of his property. The tortuosities and defeys of the law did not meet his views, and he resolved to be himself prosecutor, judge and jury, and some willing hands in his employment aided in the functions of executioner. Strong ropes were obtained, the sleeping beauty, insensible to their kind attentions, was carried to a fence opposite, to which he was lashed by the wrists and feet, like a spread out eagle, and there left to awake and then to get sober, exposed to the jeers of the passers-by. His piteous appeals for release and expressions of repentance was unheeded, and for hours he hung pointing a moral, and now he is adorning a tale.": [227, 36, 428, 167]
- race-event-table: [228, 884, 428, 914]
- divider: [504, 292, 588, 293]
- column-1: [8, 32, 217, 2576]
- estimate-total-label: [882, 1201, 1041, 1212]
- race-event-table: [228, 931, 428, 951]
- road-board-title: THE DISTRICT ROAD BOARD.: [476, 1341, 616, 1351]
- estimate-row: [882, 1019, 1083, 1029]
- races-day: First Day—Wednesday, Nov. 6, 1867.: [237, 765, 371, 776]
- race-row: [228, 1162, 428, 1171]
- race-cell: (J. Walker): [315, 884, 353, 895]
- wooden-note: The cost of the sawn timber delivered on the ground is calculated at 12s per 100 sup. ft.: [882, 1074, 1083, 1094]
- estimate-amount: 220 0 0: [1056, 1019, 1081, 1030]
- race-row: [228, 1152, 428, 1162]
- race-desc: £45 added to a sweepstakes of 5 sovs each. Eight horses started.: [227, 1298, 428, 1319]
- road-board-note: (To the Editor of the Wairarapa Mercury.): [477, 1354, 615, 1364]
- race-cell: (Candy): [315, 904, 344, 914]
- estimate-item: Rails, 30lbs to the yard, 47ton 2cwt 3qrs 12lbs at £12 10s per ton: [884, 1110, 1040, 1131]
- letter-paragraph: When my auld ooman reads a bill and puts a stamp on it, she always goes down on her nees and says—"Thank Maister Bunni for this, i wish he'd been a "laned," he'd a done an damage to any bocy or thing but the cabbages in the gardin." And Maister Heditor when she buys a pund of shugger or a pound of tee, mixed with green, and a bran new bonnet with red ribbins—and of the saucer shape, the all three things with a great tax on each of em, she gronos out—"Hang Maister Bunni who voted the poor people to pay such awful heavy taxes, and made the man with ten bob a day pay as much as the man with 6000 punds a yer." And she says also, for she is a good arguer—"Here is my auld man and his auld ooman, we eat as much shuggar and drink as much tea as the rich man and his auld ooman with their 10,000 pund a yer—is this justice? Maister Bunni says this is all right, and we believe his oily tongue—he says we be ignorant and that a man with 40 or 60 acres, and himpeosed wid a rate under about 5s 6d shant have a wote. Maybe we be only fit to give votes of honfidence when he throws dust in our eyes. My auld ooman says, she does, "Werra good Maister Bunni from Barkshire, your'e a good pal of Maister Stafford's, who make me laugh with his jokes to the Nelson folks about his law of retrenchment, and then my auld ooman gets werry howdered when she thinks of another friend of Maister Bunni, that is Maister David see Munroo, that has a great increase to his salery, and does not give grate dinners like a gentleman; but in place of them, gives his foolish talk and jokes about hynaaskal reform. Keep out of my auld ooman's way Maister Bunni, she lives at Featherstoun.: [446, 967, 646, 1279]
- wooden-head: Wooden Tramway.: [951, 975, 1014, 985]
- race-row: [228, 941, 428, 951]
- letter-title: Number 66, Kilford Square, Featherstone.: [457, 736, 635, 747]
- race-event-title: Welter Stakes of £15.: [290, 917, 365, 928]
- race-cell: 2: [420, 977, 426, 988]
- race-cell: 2: [420, 1211, 426, 1222]
- estimate-item: Sleepers, 2ft. 6in apart, 2112, 7ft long, each 2s: [884, 1130, 1040, 1151]
- race-cell: 3: [420, 987, 426, 998]
- race-event-title: Military Cup.: [303, 955, 353, 966]
- thursday-paragraphs: [665, 911, 865, 1414]
- race-cell: 2: [420, 1071, 426, 1082]
- column-5: [880, 32, 1089, 2576]
- tramway-paragraph: My Dear Sir,—At your request, and after giving the matter careful consideration, I proceed to answer the various queries contained in the letter from S. Revans, Esq., relative to tramways.: [882, 131, 1083, 172]
- race-cell: Mr Hayward's b g Volunteer, aged: [229, 1161, 346, 1171]
- article-paragraph: Stack of Hay.—Those who desire to see a good stack of hay—the first this season in the district that we have heard of, can do so by paying a visit to the farm of Mr R. Edwards, of the Taratahi, which has been stacked this week.: [10, 660, 210, 712]
- estimate-item: Rails, 35lbs to the yard, 55 tons at £12 10s per ton: [884, 1216, 1040, 1236]
